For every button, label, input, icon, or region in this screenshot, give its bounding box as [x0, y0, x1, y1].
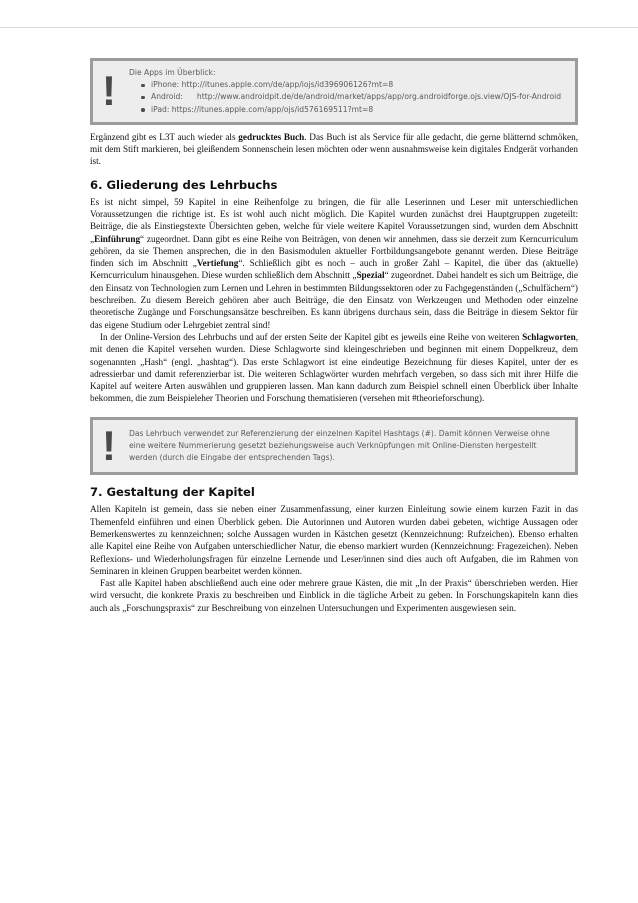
- bold-term: gedrucktes Buch: [238, 131, 305, 142]
- list-item-android[interactable]: [151, 91, 567, 103]
- text-run: In der Online-Version des Lehrbuchs und auf der ersten Seite der Kapitel gibt es jeweils eine Reihe von weiteren: [100, 331, 523, 342]
- section-heading-7: 7. Gestaltung der Kapitel: [90, 485, 255, 500]
- apps-list: [129, 79, 567, 116]
- note-intro: Die Apps im Überblick:: [129, 68, 216, 77]
- bold-term: Vertiefung: [196, 258, 239, 269]
- bold-term: Spezial: [356, 270, 385, 281]
- text-run: Es ist nicht simpel, 59 Kapitel in eine Reihenfolge zu bringen, die für alle Leserinnen und Leser mit unterschiedlichen Voraussetzungen die richtige ist. Es ist wohl auch nicht möglich. Die Kapitel wurden zunächst drei Hauptgruppen zugeteilt: Beiträge, die als Einstiegstexte Übersichten geben, welche für viele weitere Kapitel Voraussetzungen sind, wurden dem Abschnitt „: [90, 196, 578, 244]
- section-heading-6: 6. Gliederung des Lehrbuchs: [90, 177, 278, 192]
- chapter-design-paragraph: Allen Kapiteln ist gemein, dass sie neben einer Zusammenfassung, einer kurzen Einleitung sowie einem kurzen Fazit in das Themenfeld einführen und einen Überblick geben. Die Autorinnen und Autoren wurden dabei gebeten, wichtige Aussagen oder Bemerkenswertes zu kennzeichnen; solche Aussagen wurden in Kästchen gesetzt (Kennzeichnung: Rufzeichen). Ebenso erhalten alle Kapitel eine Reihe von Aufgaben unterschiedlicher Natur, die ebenso markiert wurden (Kennzeichnung: Fragezeichen). Neben Reflexions- und Wiederholungsfragen für einzelne Lernende und Leser/innen sind dies auch oft Aufgaben, die im Rahmen von Seminaren in kleinen Gruppen bearbeitet werden können.: [90, 504, 578, 576]
- note-text: Das Lehrbuch verwendet zur Referenzierung der einzelnen Kapitel Hashtags (#). Damit können Verweise ohne eine weitere Nummerierung gesetzt beziehungsweise auch Verknüpfungen mit Online-Diensten hergestellt werden (durch die Eingabe der entsprechenden Tags).: [129, 428, 550, 463]
- hashtag-note-box: [90, 417, 578, 476]
- practice-paragraph: Fast alle Kapitel haben abschließend auch eine oder mehrere graue Kästen, die mit „In der Praxis“ überschrieben werden. Hier wird versucht, die konkrete Praxis zu beschreiben und Einblick in die tägliche Arbeit zu geben. In Forschungskapiteln kann dies auch als „Forschungspraxis“ zur Beschreibung von einzelnen Untersuchungen und Experimenten ausgewiesen sein.: [90, 578, 578, 613]
- list-item-iphone[interactable]: iPhone: http://itunes.apple.com/de/app/iojs/id396906126?mt=8: [151, 79, 567, 91]
- page-content: [90, 58, 578, 614]
- text-run: Ergänzend gibt es L3T auch wieder als: [90, 131, 239, 142]
- text-run: “ zugeordnet. Dabei handelt es sich um Beiträge, die den Einsatz von Technologien zum Lernen und Lehren in bestimmten Bildungssektoren oder zu Fachgegenständen („Schulfächern“) beschreiben. Zu diesem Bereich gehören aber auch Beiträge, die den Einsatz von Werkzeugen und Methoden oder einzelne theoretische Zugänge und Forschungsansätze beschreiben. Es kann übrigens durchaus sein, dass die Beiträge in diesem Sektor für das eigene Studium oder Lehrgebiet zentral sind!: [90, 270, 578, 330]
- structure-paragraph: [90, 196, 578, 331]
- exclamation-icon: !: [102, 421, 116, 469]
- bold-term: Schlagworten: [522, 331, 576, 342]
- exclamation-icon: !: [102, 67, 116, 115]
- android-link[interactable]: http://www.androidpit.de/de/android/market/apps/app/org.androidforge.ojs.view/OJS-for-Android: [196, 92, 562, 102]
- print-paragraph: [90, 131, 578, 168]
- android-label: Android:: [151, 92, 183, 102]
- text-run: “ zugeordnet. Dann gibt es eine Reihe von Beiträgen, von denen wir annehmen, dass sie derzeit zum Kerncurriculum gehören, da sie Themen ansprechen, die in den Basismodulen aktueller Fortbildungsangebote genannt werden. Diese Beiträge finden sich im Abschnitt „: [90, 233, 578, 269]
- text-run: . Das Buch ist als Service für alle gedacht, die gerne blätternd schmöken, mit dem Stift markieren, bei gleißendem Sonnenschein lesen möchten oder wenn ausnahmsweise kein digitales Endgerät vorhanden ist.: [90, 131, 578, 167]
- list-item-ipad[interactable]: iPad: https://itunes.apple.com/app/ojs/id576169511?mt=8: [151, 104, 567, 116]
- hashtag-paragraph: [90, 331, 578, 405]
- header-rule: [0, 27, 638, 28]
- text-run: , mit denen die Kapitel versehen wurden. Diese Schlagworte sind kleingeschrieben und beginnen mit einem Doppelkreuz, dem sogenannten „Hash“ (engl. „hashtag“). Das erste Schlagwort ist eine eindeutige Bezeichnung für dieses Kapitel, unter der es adressierbar und damit referenzierbar ist. Die weiteren Schlagwörter wurden mehrfach vergeben, so dass sich mit ihrer Hilfe die Kapitel auf weitere Arten auswählen und gruppieren lassen. Man kann dadurch zum Beispiel schnell einen Überblick über Inhalte bekommen, die zum Beispieleher Theorien und Forschung thematisieren (versehen mit #theorieforschung).: [90, 331, 578, 404]
- bold-term: Einführung: [94, 233, 141, 244]
- text-run: “. Schließlich gibt es noch – auch in großer Zahl – Kapitel, die über das (aktuelle) Kerncurriculum hinausgehen. Diese wurden schließlich dem Abschnitt „: [90, 258, 578, 281]
- apps-note-box: [90, 58, 578, 125]
